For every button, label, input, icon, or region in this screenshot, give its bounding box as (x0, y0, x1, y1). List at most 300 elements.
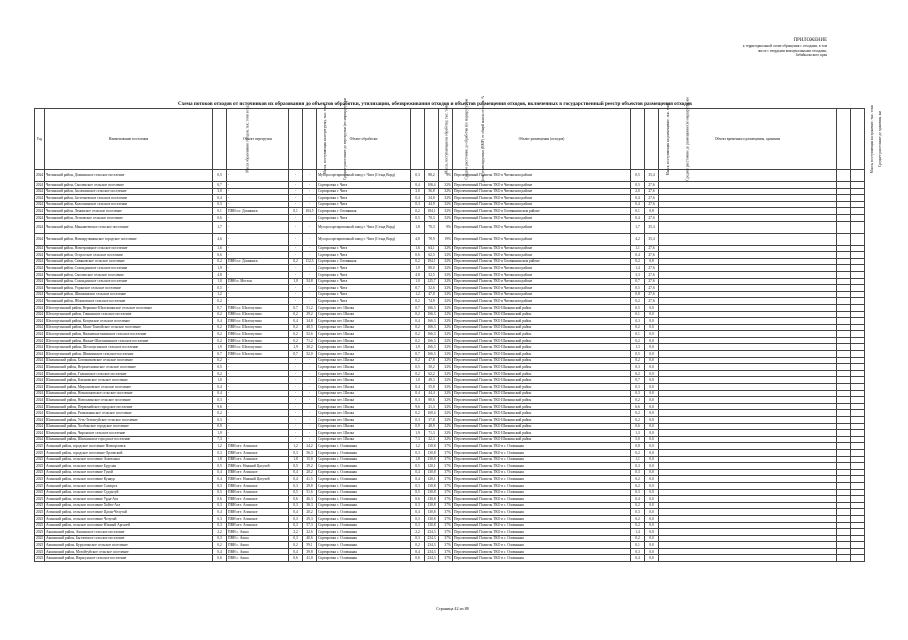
cell-processing-distance: 34,8 (425, 195, 439, 202)
cell-mass: 4,6 (213, 233, 227, 245)
cell-settlement: Шилкинский район, Чиронское сельское поселение (45, 430, 213, 437)
cell-storage (659, 265, 837, 272)
cell-transfer-distance: - (303, 201, 317, 208)
cell-mass: 4,8 (213, 271, 227, 278)
cell-disposal-distance: 0,0 (645, 384, 659, 391)
cell-transfer-distance: - (303, 271, 317, 278)
cell-processing-distance: 130,8 (425, 509, 439, 516)
cell-processing: Сортировка с. Оловянная (317, 443, 411, 450)
cell-mass: 0,2 (213, 542, 227, 549)
cell-year: 2024 (36, 312, 44, 317)
table-row (35, 311, 865, 318)
cell-processing-mass: 0,4 (411, 469, 425, 476)
col-transfer-mass: Масса, поступающая на перегрузку, тыс. тонн (289, 109, 303, 170)
cell-transfer-distance: 20,2 (303, 469, 317, 476)
cell-year: 2024 (36, 338, 44, 343)
cell-transfer-mass: - (289, 390, 303, 397)
cell-processing-mass: 0,3 (411, 170, 425, 182)
table-row (35, 496, 865, 503)
cell-settlement: Читинский район, Новокручининское городское поселение (45, 233, 213, 245)
cell-processing-mass: 0,4 (411, 318, 425, 325)
cell-mass: 0,6 (213, 214, 227, 221)
cell-settlement: Акшинский район, Акшинское сельское поселение (45, 529, 213, 536)
cell-year: 2024 (36, 358, 44, 363)
cell-processing-mass: 0,4 (411, 476, 425, 483)
cell-storage-distance (851, 535, 865, 542)
cell-storage-mass (837, 298, 851, 305)
cell-storage-distance (851, 542, 865, 549)
cell-processing-distance: 130,8 (425, 469, 439, 476)
cell-storage (659, 377, 837, 384)
cell-transfer: - (227, 370, 289, 377)
cell-processing-distance: 49,3 (425, 377, 439, 384)
cell-disposal-mass: 5,0 (631, 436, 645, 443)
cell-year: 2024 (36, 195, 44, 200)
cell-mass: 0,2 (213, 337, 227, 344)
cell-settlement: Шилкинский район, Верхнехилинское сельское поселение (45, 364, 213, 371)
cell-disposal-distance: 0,0 (645, 522, 659, 529)
cell-processing: Сортировка с. Оловянная (317, 496, 411, 503)
cell-processing: Сортировка г. Чита (317, 214, 411, 221)
cell-storage (659, 397, 837, 404)
cell-disposal-mass: 0,2 (631, 417, 645, 424)
cell-storage-mass (837, 529, 851, 536)
cell-transfer-distance: 71,2 (303, 337, 317, 344)
table-row (35, 482, 865, 489)
cell-storage (659, 188, 837, 195)
cell-storage (659, 208, 837, 215)
cell-storage-distance (851, 318, 865, 325)
cell-storage-distance (851, 390, 865, 397)
cell-disposal: Перспективный Полигон ТКО в Оловяннинском районе (453, 258, 631, 265)
cell-utilization-share: 32% (439, 214, 453, 221)
cell-processing-mass: 0,4 (411, 384, 425, 391)
cell-transfer: - (227, 436, 289, 443)
cell-transfer-distance: - (303, 252, 317, 259)
approval-line: Забайкальского края (795, 53, 827, 58)
cell-disposal-distance: 27,6 (645, 214, 659, 221)
cell-mass: 0,4 (213, 469, 227, 476)
cell-year: 2024 (36, 246, 44, 251)
cell-processing-mass: 0,3 (411, 515, 425, 522)
cell-utilization-share: 32% (439, 337, 453, 344)
cell-disposal-mass: 0,3 (631, 364, 645, 371)
cell-settlement: Агинский район, сельское поселение Урда-Ага (45, 496, 213, 503)
cell-storage-mass (837, 337, 851, 344)
cell-storage-distance (851, 410, 865, 417)
table-row (35, 337, 865, 344)
cell-settlement: Агинский район, сельское поселение Амитхаша (45, 456, 213, 463)
cell-disposal-mass: 1,1 (631, 245, 645, 252)
approval-line: к территориальной схеме обращения с отходами, в том (742, 44, 827, 48)
cell-transfer-mass: 0,2 (289, 324, 303, 331)
cell-disposal-distance: 0,0 (645, 489, 659, 496)
cell-storage-distance (851, 170, 865, 182)
cell-storage-mass (837, 489, 851, 496)
cell-mass: 0,2 (213, 324, 227, 331)
cell-processing-distance: 130,8 (425, 443, 439, 450)
cell-transfer: - (227, 384, 289, 391)
cell-processing: Сортировка пгт. Шилка (317, 397, 411, 404)
table-caption: Схема потоков отходов от источников их образования до объектов обработки, утилизации, обезвреживания отходов и объектов размещения отходов, включенных в государственный реестр объектов размещения отходов (177, 101, 692, 107)
cell-utilization-share: 32% (439, 417, 453, 424)
cell-storage-distance (851, 311, 865, 318)
cell-transfer: ПВН пгт. Агинское (227, 449, 289, 456)
cell-storage-mass (837, 351, 851, 358)
cell-transfer: ПВН пгт. Агинское (227, 496, 289, 503)
cell-processing-mass: 0,2 (411, 298, 425, 305)
cell-storage-mass (837, 555, 851, 562)
cell-disposal: Перспективный Полигон ТКО Шилкинский район (453, 430, 631, 437)
cell-disposal-distance: 0,0 (645, 377, 659, 384)
cell-utilization-share: 32% (439, 364, 453, 371)
cell-settlement: Шилкинский район, Размахнинское сельское поселение (45, 410, 213, 417)
cell-storage-distance (851, 324, 865, 331)
cell-mass: 3,0 (213, 188, 227, 195)
cell-disposal: Перспективный Полигон ТКО Шилкинский район (453, 410, 631, 417)
cell-processing-distance: 70,3 (425, 221, 439, 233)
cell-utilization-share: 32% (439, 195, 453, 202)
cell-disposal: Перспективный Полигон ТКО Шилкинский район (453, 304, 631, 311)
cell-transfer-distance: 48,5 (303, 324, 317, 331)
cell-disposal-distance: 0,0 (645, 344, 659, 351)
cell-processing-distance: 234,3 (425, 555, 439, 562)
cell-transfer-mass: 0,3 (289, 449, 303, 456)
cell-processing-mass: 0,2 (411, 370, 425, 377)
cell-storage-mass (837, 463, 851, 470)
cell-storage-distance (851, 423, 865, 430)
cell-transfer-distance: 57,3 (303, 522, 317, 529)
cell-year: 2024 (36, 202, 44, 207)
cell-disposal-mass: 1,1 (631, 456, 645, 463)
cell-storage-mass (837, 344, 851, 351)
cell-storage-mass (837, 496, 851, 503)
cell-storage (659, 344, 837, 351)
cell-mass: 0,4 (213, 476, 227, 483)
cell-transfer-mass: - (289, 298, 303, 305)
cell-storage-mass (837, 208, 851, 215)
cell-year: 2024 (36, 209, 44, 214)
cell-settlement: Читинский район, Новотроицкое сельское поселение (45, 245, 213, 252)
cell-mass: 0,4 (213, 318, 227, 325)
cell-utilization-share: 37% (439, 449, 453, 456)
cell-processing-mass: 0,2 (411, 542, 425, 549)
cell-year: 2024 (36, 252, 44, 257)
cell-transfer: - (227, 195, 289, 202)
cell-disposal: Перспективный Полигон ТКО Шилкинский район (453, 370, 631, 377)
cell-processing-mass: 0,2 (411, 410, 425, 417)
cell-utilization-share: 32% (439, 344, 453, 351)
cell-mass: 9,6 (213, 403, 227, 410)
cell-settlement: Акшинский район, Бытэевское сельское поселение (45, 535, 213, 542)
cell-storage (659, 496, 837, 503)
cell-mass: 0,9 (213, 423, 227, 430)
cell-disposal: Перспективный Полигон ТКО Шилкинский район (453, 377, 631, 384)
cell-processing-distance: 130,8 (425, 489, 439, 496)
col-processing: Объект обработки (317, 109, 411, 170)
cell-transfer: ПВН пгт. Агинское (227, 469, 289, 476)
cell-disposal-distance: 0,0 (645, 436, 659, 443)
cell-year: 2024 (36, 345, 44, 350)
cell-transfer: - (227, 430, 289, 437)
cell-disposal: Перспективный Полигон ТКО в Читинском районе (453, 188, 631, 195)
cell-storage-distance (851, 449, 865, 456)
cell-utilization-share: 37% (439, 509, 453, 516)
cell-transfer: - (227, 271, 289, 278)
cell-disposal: Перспективный Полигон ТКО Шилкинский район (453, 384, 631, 391)
cell-processing: Сортировка с. Оловянная (317, 555, 411, 562)
cell-settlement: Читинский район, Домнинское сельское поселение (45, 170, 213, 182)
cell-storage (659, 522, 837, 529)
cell-mass: 0,3 (213, 482, 227, 489)
cell-disposal-distance: 0,0 (645, 351, 659, 358)
cell-storage (659, 482, 837, 489)
cell-processing-distance: 130,8 (425, 482, 439, 489)
cell-processing: Сортировка г. Оловянная (317, 208, 411, 215)
cell-settlement: Шилкинский район, Усть-Теленгуйское сельское поселение (45, 417, 213, 424)
cell-storage-mass (837, 195, 851, 202)
cell-settlement: Акшинский район, Могойтуйское сельское поселение (45, 548, 213, 555)
cell-year: 2025 (36, 529, 44, 534)
cell-utilization-share: 37% (439, 535, 453, 542)
cell-disposal-mass: 0,2 (631, 357, 645, 364)
cell-mass: 0,3 (213, 535, 227, 542)
cell-disposal-mass: 0,7 (631, 377, 645, 384)
cell-processing-mass: 0,9 (411, 423, 425, 430)
cell-settlement: Шелопугинский район, Нижнешахтаминское сельское поселение (45, 331, 213, 338)
cell-processing-mass: 0,3 (411, 482, 425, 489)
cell-transfer-distance: 29,8 (303, 482, 317, 489)
cell-disposal-mass: 0,3 (631, 384, 645, 391)
cell-utilization-share: 32% (439, 430, 453, 437)
cell-storage-mass (837, 221, 851, 233)
cell-mass: 0,3 (213, 449, 227, 456)
cell-disposal: Перспективный Полигон ТКО в Оловяннинском районе (453, 208, 631, 215)
cell-storage-distance (851, 285, 865, 292)
cell-disposal-distance: 27,6 (645, 201, 659, 208)
cell-storage-mass (837, 324, 851, 331)
cell-processing: Сортировка пгт. Шилка (317, 344, 411, 351)
table-row (35, 384, 865, 391)
cell-disposal-distance: 0,0 (645, 304, 659, 311)
cell-transfer-distance: 40,6 (303, 535, 317, 542)
cell-transfer-distance: 41,0 (303, 555, 317, 562)
cell-transfer: - (227, 221, 289, 233)
cell-year: 2024 (36, 305, 44, 310)
table-row (35, 555, 865, 562)
cell-disposal: Перспективный Полигон ТКО в Читинском районе (453, 265, 631, 272)
cell-storage-distance (851, 233, 865, 245)
cell-processing-distance: 80,0 (425, 265, 439, 272)
cell-processing: Сортировка г. Чита (317, 298, 411, 305)
cell-transfer-distance: 39,8 (303, 548, 317, 555)
cell-disposal-distance: 0,0 (645, 456, 659, 463)
cell-utilization-share: 32% (439, 245, 453, 252)
cell-year: 2024 (36, 397, 44, 402)
cell-processing-distance: 166,3 (425, 318, 439, 325)
cell-transfer: ПВН пгт. Агинское (227, 443, 289, 450)
cell-year: 2025 (36, 523, 44, 528)
cell-disposal-distance: 0,0 (645, 443, 659, 450)
cell-transfer: ПВН п.г. Шелопугино (227, 351, 289, 358)
cell-storage-mass (837, 258, 851, 265)
cell-utilization-share: 37% (439, 469, 453, 476)
cell-disposal-distance: 0,0 (645, 397, 659, 404)
cell-transfer-distance: 59,1 (303, 542, 317, 549)
cell-year: 2024 (36, 285, 44, 290)
cell-year: 2024 (36, 430, 44, 435)
cell-transfer-mass: 0,6 (289, 496, 303, 503)
table-row (35, 542, 865, 549)
cell-year: 2024 (36, 266, 44, 271)
cell-transfer: ПВН пгт. Агинское (227, 522, 289, 529)
cell-storage-mass (837, 252, 851, 259)
cell-transfer-distance: 56,3 (303, 449, 317, 456)
cell-processing-distance: 120,1 (425, 463, 439, 470)
cell-processing-mass: 0,7 (411, 304, 425, 311)
table-row (35, 182, 865, 189)
cell-disposal: Перспективный Полигон ТКО Шилкинский район (453, 351, 631, 358)
cell-transfer: - (227, 233, 289, 245)
cell-disposal-distance: 0,0 (645, 542, 659, 549)
cell-utilization-share: 32% (439, 410, 453, 417)
cell-processing-mass: 1,8 (411, 221, 425, 233)
cell-disposal-distance: 0,0 (645, 311, 659, 318)
cell-disposal: Перспективный Полигон ТКО Шилкинский район (453, 331, 631, 338)
cell-year: 2024 (36, 364, 44, 369)
cell-storage-distance (851, 403, 865, 410)
cell-disposal-distance: 0,0 (645, 417, 659, 424)
cell-disposal-mass: 4,2 (631, 233, 645, 245)
cell-year: 2024 (36, 351, 44, 356)
cell-processing: Сортировка пгт. Шилка (317, 417, 411, 424)
cell-transfer-mass: 0,5 (289, 489, 303, 496)
cell-storage-distance (851, 443, 865, 450)
cell-processing: Сортировка пгт. Шилка (317, 377, 411, 384)
cell-year: 2025 (36, 483, 44, 488)
cell-utilization-share: 32% (439, 318, 453, 325)
cell-settlement: Читинский район, Смоленское сельское поселение (45, 182, 213, 189)
cell-transfer: - (227, 252, 289, 259)
cell-mass: 1,9 (213, 265, 227, 272)
cell-transfer-distance: 24,2 (303, 443, 317, 450)
cell-transfer-distance: 29,2 (303, 311, 317, 318)
cell-transfer-mass: - (289, 397, 303, 404)
col-processing-distance: Среднее расстояние до обработки (по маршруту), км (425, 109, 439, 170)
cell-processing: Сортировка г. Чита (317, 182, 411, 189)
cell-disposal: Перспективный Полигон ТКО в с. Оловянная (453, 489, 631, 496)
cell-storage (659, 555, 837, 562)
cell-mass: 0,2 (213, 258, 227, 265)
cell-disposal-distance: 0,0 (645, 555, 659, 562)
cell-transfer-mass: - (289, 252, 303, 259)
cell-settlement: Шелопугинский район, Шивиинское сельское поселение (45, 351, 213, 358)
cell-storage (659, 195, 837, 202)
cell-storage-mass (837, 542, 851, 549)
cell-transfer: ПВН пгт. Агинское (227, 502, 289, 509)
cell-disposal: Перспективный Полигон ТКО в с. Оловянная (453, 542, 631, 549)
cell-processing-distance: 62,5 (425, 252, 439, 259)
cell-processing-distance: 184,1 (425, 258, 439, 265)
cell-storage (659, 304, 837, 311)
cell-processing: Сортировка г. Оловянная (317, 258, 411, 265)
cell-transfer-distance: - (303, 265, 317, 272)
cell-settlement: Читинский район, Сохондинское сельское поселение (45, 265, 213, 272)
cell-storage-distance (851, 258, 865, 265)
cell-year: 2025 (36, 556, 44, 561)
cell-disposal: Перспективный Полигон ТКО в Читинском районе (453, 285, 631, 292)
cell-disposal: Перспективный Полигон ТКО в с. Оловянная (453, 449, 631, 456)
cell-storage-mass (837, 417, 851, 424)
cell-processing-distance: 62,2 (425, 370, 439, 377)
cell-disposal-mass: 0,2 (631, 535, 645, 542)
col-mass: Масса образования отходов, тыс. тонн в год (213, 109, 227, 170)
table-row (35, 476, 865, 483)
col-storage-mass: Масса, поступающая на хранение, тыс. тонн (837, 109, 851, 170)
cell-storage-mass (837, 265, 851, 272)
cell-transfer-mass: - (289, 233, 303, 245)
cell-processing-distance: 47,8 (425, 291, 439, 298)
cell-transfer-distance: - (303, 221, 317, 233)
cell-disposal-mass: 0,5 (631, 304, 645, 311)
cell-disposal: Перспективный Полигон ТКО в с. Оловянная (453, 496, 631, 503)
cell-disposal-mass: 0,5 (631, 182, 645, 189)
cell-storage (659, 357, 837, 364)
cell-processing-mass: 0,2 (411, 208, 425, 215)
cell-utilization-share: 32% (439, 311, 453, 318)
cell-disposal-mass: 0,2 (631, 502, 645, 509)
cell-transfer: ПВН с. Акша (227, 555, 289, 562)
cell-disposal-distance: 0,0 (645, 337, 659, 344)
cell-settlement: Шилкинский район, Холбонское городское поселение (45, 423, 213, 430)
cell-year: 2024 (36, 331, 44, 336)
table-row (35, 331, 865, 338)
cell-storage-mass (837, 482, 851, 489)
col-processing-mass: Масса, поступающая на обработку, тыс. тонн (411, 109, 425, 170)
cell-processing: Сортировка с. Оловянная (317, 515, 411, 522)
cell-disposal: Перспективный Полигон ТКО Шилкинский район (453, 423, 631, 430)
cell-utilization-share: 32% (439, 271, 453, 278)
cell-processing: Сортировка с. Оловянная (317, 449, 411, 456)
table-row (35, 430, 865, 437)
cell-processing-mass: 1,2 (411, 291, 425, 298)
cell-disposal: Перспективный Полигон ТКО в с. Оловянная (453, 476, 631, 483)
cell-utilization-share: 37% (439, 443, 453, 450)
cell-disposal-distance: 27,6 (645, 298, 659, 305)
cell-transfer: - (227, 390, 289, 397)
cell-storage-distance (851, 509, 865, 516)
table-row (35, 245, 865, 252)
cell-transfer-distance: 41,5 (303, 476, 317, 483)
cell-processing-mass: 1,8 (411, 456, 425, 463)
cell-transfer-distance: - (303, 298, 317, 305)
cell-transfer-distance: 46,3 (303, 496, 317, 503)
cell-storage-distance (851, 436, 865, 443)
cell-processing-distance: 44,9 (425, 201, 439, 208)
cell-processing-mass: 0,2 (411, 311, 425, 318)
cell-storage-distance (851, 522, 865, 529)
cell-transfer: ПВН п.г. Шелопугино (227, 304, 289, 311)
cell-processing-mass: 1,0 (411, 377, 425, 384)
cell-storage-mass (837, 436, 851, 443)
cell-processing-distance: 21,3 (425, 403, 439, 410)
cell-settlement: Читинский район, Сохондинское сельское поселение (45, 278, 213, 285)
table-row (35, 351, 865, 358)
table-row (35, 463, 865, 470)
cell-processing-distance: 130,8 (425, 515, 439, 522)
cell-storage (659, 252, 837, 259)
cell-transfer-distance: - (303, 377, 317, 384)
